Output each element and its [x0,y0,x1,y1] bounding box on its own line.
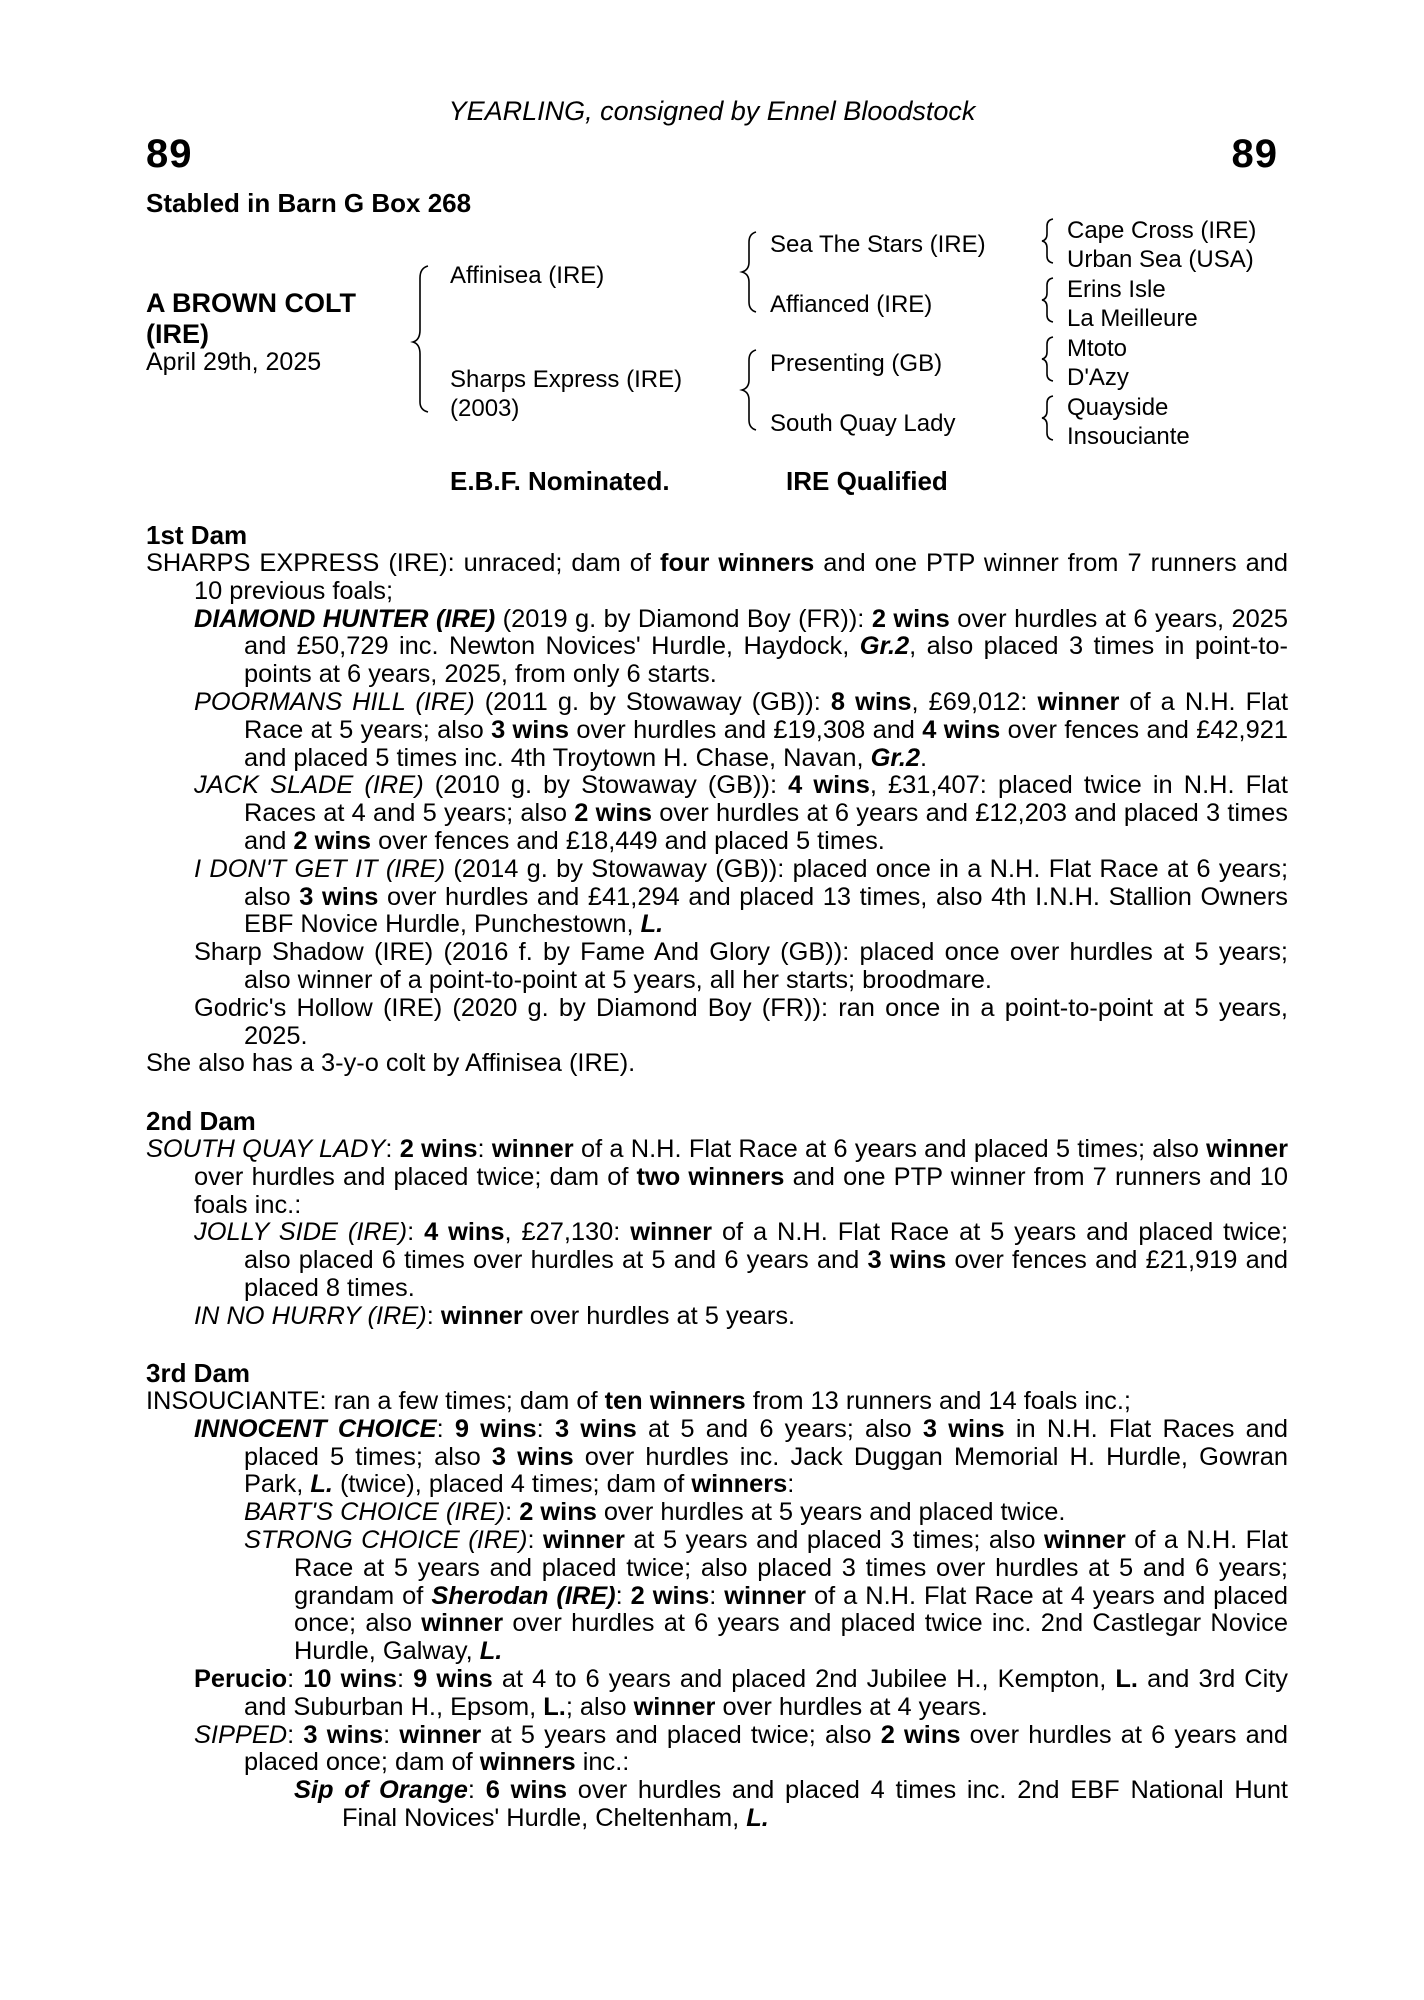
entry-paragraph [146,1303,1288,1331]
text-run: 2 wins [399,1135,478,1163]
ire-qualified: IRE Qualified [786,466,948,496]
text-run: 2 wins [871,604,950,633]
text-run: : [615,1581,631,1610]
stabling-info: Stabled in Barn G Box 268 [146,188,472,218]
text-run: 3 wins [303,1720,384,1749]
text-run: DIAMOND HUNTER (IRE) [194,604,496,633]
text-run: (2011 g. by Stowaway (GB)): [474,687,831,716]
text-run: : [383,1720,400,1749]
brace-gen1 [413,266,428,412]
text-run: over hurdles and £41,294 and placed 13 times, also 4th I.N.H. Stallion Owners EBF Novice Hurdle, Punchestown, [244,882,1288,939]
lot-number-right: 89 [1231,132,1278,176]
text-run: over hurdles at 6 years and placed once; dam of [244,1720,1289,1777]
text-run: INNOCENT CHOICE [194,1414,437,1443]
text-run: : [787,1470,795,1499]
text-run: L. [543,1692,566,1721]
entry-paragraph [146,1416,1288,1499]
pedigree-dam-year: (2003) [450,395,520,422]
text-run: over fences and £21,919 and placed 8 times. [244,1246,1288,1302]
text-run: , also placed 3 times in point-to-points at 6 years, 2025, from only 6 starts. [244,632,1288,689]
text-run: Gr.2 [859,632,910,661]
horse-name-line2: (IRE) [146,319,209,349]
text-run: ; also [565,1692,634,1721]
text-run: at 4 to 6 years and placed 2nd Jubilee H., Kempton, [492,1664,1116,1693]
text-run: over hurdles at 4 years. [715,1692,988,1721]
text-run: Perucio [194,1664,288,1693]
text-run: JOLLY SIDE (IRE) [194,1218,408,1247]
text-run: 2 wins [880,1720,961,1749]
text-run: I DON'T GET IT (IRE) [194,854,446,883]
text-run: 10 wins [303,1664,398,1693]
text-run: 4 wins [922,715,1001,744]
text-run: : [426,1301,441,1330]
text-run: BART'S CHOICE (IRE) [244,1498,506,1527]
text-run: 2 wins [574,799,653,828]
text-run: STRONG CHOICE (IRE) [244,1525,528,1554]
text-run: winner [440,1301,523,1330]
text-run: L. [479,1637,503,1666]
horse-name-line1: A BROWN COLT [146,288,356,318]
text-run: 9 wins [454,1414,537,1443]
pedigree-dam: Sharps Express (IRE) [450,366,683,393]
text-run: 3 wins [867,1246,947,1275]
text-run: winner [491,1135,574,1163]
text-run: , £69,012: [911,687,1038,716]
pedigree-dam-dam: South Quay Lady [770,410,956,437]
text-run: She also has a 3-y-o colt by Affinisea (IRE). [146,1049,636,1078]
text-run: in N.H. Flat Races and placed 5 times; also [244,1414,1289,1471]
text-run: and one PTP winner from 7 runners and 10 previous foals; [194,549,1289,605]
text-run: winner [421,1609,504,1638]
pedigree-gen3-7: Quayside [1067,394,1169,421]
pedigree-sire-sire: Sea The Stars (IRE) [770,231,986,258]
text-run: : [287,1664,304,1693]
text-run: winner [630,1218,713,1247]
section-body-3rd-dam [146,1388,1288,1833]
text-run: two winners [636,1162,785,1191]
text-run: of a N.H. Flat Race at 5 years; also [244,687,1288,744]
section-body-1st-dam [146,550,1288,1078]
section-title-1st-dam: 1st Dam [146,520,248,550]
text-run: Sharp Shadow (IRE) (2016 f. by Fame And Glory (GB)): placed once over hurdles at 5 years; also winner of a point-to-point at 5 years, all her starts; broodmare. [194,938,1288,994]
entry-paragraph [146,1666,1288,1722]
text-run: Sherodan (IRE) [431,1581,616,1610]
text-run: (2014 g. by Stowaway (GB)): placed once in a N.H. Flat Race at 6 years; also [244,854,1289,911]
text-run: over hurdles at 5 years. [522,1301,796,1330]
text-run: 3 wins [922,1414,1005,1443]
text-run: : [436,1414,455,1443]
pedigree-dam-sire: Presenting (GB) [770,350,943,377]
text-run: : [287,1720,304,1749]
entry-paragraph [146,1499,1288,1527]
text-run: winner [1043,1525,1126,1554]
entry-paragraph [146,1050,1288,1078]
entry-paragraph [146,689,1288,772]
text-run: winner [724,1581,807,1610]
text-run: winner [633,1692,716,1721]
text-run: winner [543,1525,625,1554]
text-run: 3 wins [491,1442,574,1471]
brace-gen3-3 [1042,337,1053,381]
entry-paragraph [146,1136,1288,1219]
text-run: 4 wins [788,771,870,800]
text-run: winners [479,1748,576,1777]
text-run: 2 wins [630,1581,710,1610]
entry-paragraph [146,939,1288,995]
text-run: POORMANS HILL (IRE) [194,687,475,716]
text-run: Sip of Orange [294,1776,468,1805]
text-run: (2010 g. by Stowaway (GB)): [423,771,789,800]
text-run: 4 wins [424,1218,505,1247]
text-run: 3 wins [491,715,569,744]
text-run: over hurdles and placed 4 times inc. 2nd EBF National Hunt Final Novices' Hurdle, Cheltenham, [342,1776,1288,1832]
text-run: , £31,407: placed twice in N.H. Flat Races at 4 and 5 years; also [244,771,1288,828]
text-run: winner [1206,1135,1288,1163]
text-run: 3 wins [554,1414,637,1443]
text-run: : [467,1776,486,1805]
text-run: 2 wins [519,1498,597,1527]
text-run: inc.: [575,1748,630,1777]
text-run: JACK SLADE (IRE) [194,771,424,800]
text-run: 3 wins [299,882,379,911]
text-run: of a N.H. Flat Race at 5 years and placed twice; also placed 3 times over hurdles at 5 and 6 years; grandam of [294,1525,1288,1610]
text-run: from 13 runners and 14 foals inc.; [745,1387,1131,1415]
text-run: 8 wins [830,687,912,716]
pedigree-gen3-5: Mtoto [1067,335,1128,362]
pedigree-gen3-4: La Meilleure [1067,305,1198,332]
text-run: : [477,1135,492,1163]
text-run: Godric's Hollow (IRE) (2020 g. by Diamond Boy (FR)): ran once in a point-to-point at 5 years, 2025. [194,993,1288,1050]
pedigree-gen3-2: Urban Sea (USA) [1067,246,1254,273]
brace-gen2-dam [742,350,756,430]
pedigree-sire-dam: Affianced (IRE) [770,291,933,318]
entry-paragraph [146,856,1288,939]
entry-paragraph [146,1219,1288,1302]
text-run: ten winners [604,1387,746,1415]
text-run: L. [1115,1664,1138,1693]
text-run: . [920,743,928,772]
text-run: over fences and £18,449 and placed 5 times. [371,826,885,855]
brace-gen3-4 [1042,396,1053,440]
text-run: four winners [659,549,815,577]
text-run: over hurdles inc. Jack Duggan Memorial H. Hurdle, Gowran Park, [244,1442,1288,1499]
entry-paragraph [146,995,1288,1051]
entry-paragraph [146,1527,1288,1666]
text-run: SIPPED [194,1720,288,1749]
text-run: winner [399,1720,482,1749]
text-run: : [397,1664,414,1693]
pedigree-sire: Affinisea (IRE) [450,262,605,289]
text-run: over hurdles at 5 years and placed twice. [596,1498,1066,1527]
text-run: over hurdles at 6 years, 2025 and £50,729 inc. Newton Novices' Hurdle, Haydock, [244,604,1289,661]
text-run: L. [640,910,664,939]
brace-gen2-sire [742,232,756,312]
text-run: : [505,1498,520,1527]
text-run: Gr.2 [870,743,921,772]
text-run: IN NO HURRY (IRE) [194,1301,427,1330]
foaling-date: April 29th, 2025 [146,348,322,376]
text-run: of a N.H. Flat Race at 6 years and placed 5 times; also [573,1135,1207,1163]
text-run: at 5 and 6 years; also [636,1414,923,1443]
lot-number-left: 89 [146,132,193,176]
text-run: (twice), placed 4 times; dam of [332,1470,692,1499]
brace-gen3-2 [1042,278,1053,322]
ebf-nominated: E.B.F. Nominated. [450,466,670,496]
text-run: winner [1037,687,1120,716]
text-run: winners [691,1470,788,1499]
text-run: 6 wins [485,1776,567,1805]
pedigree-gen3-1: Cape Cross (IRE) [1067,217,1257,244]
consignor-line: YEARLING, consigned by Ennel Bloodstock [448,96,976,126]
text-run: SOUTH QUAY LADY [146,1135,386,1163]
text-run: over hurdles and £19,308 and [568,715,923,744]
entry-paragraph [146,1777,1288,1833]
text-run: and one PTP winner from 7 runners and 10 foals inc.: [194,1162,1289,1219]
pedigree-gen3-3: Erins Isle [1067,276,1166,303]
text-run: INSOUCIANTE: ran a few times; dam of [146,1387,605,1415]
entry-paragraph [146,1388,1288,1416]
text-run: SHARPS EXPRESS (IRE): unraced; dam of [146,549,660,577]
text-run: 9 wins [413,1664,493,1693]
brace-gen3-1 [1042,219,1053,263]
text-run: (2019 g. by Diamond Boy (FR)): [495,604,872,633]
text-run: of a N.H. Flat Race at 5 years and placed twice; also placed 6 times over hurdles at 5 and 6 years and [244,1218,1289,1275]
text-run: : [407,1218,425,1247]
pedigree-gen3-6: D'Azy [1067,364,1129,391]
text-run: : [385,1135,400,1163]
text-run: : [709,1581,725,1610]
text-run: over hurdles and placed twice; dam of [194,1162,637,1191]
text-run: 2 wins [293,826,372,855]
entry-paragraph [146,1722,1288,1778]
entry-paragraph [146,606,1288,689]
text-run: L. [310,1470,333,1499]
text-run: : [527,1525,544,1554]
text-run: L. [746,1803,769,1832]
text-run: : [536,1414,555,1443]
section-title-2nd-dam: 2nd Dam [146,1106,256,1136]
text-run: , £27,130: [504,1218,631,1247]
text-run: of a N.H. Flat Race at 4 years and placed once; also [294,1581,1289,1638]
text-run: over hurdles at 6 years and £12,203 and placed 3 times and [244,799,1288,855]
entry-paragraph [146,772,1288,855]
text-run: over fences and £42,921 and placed 5 times inc. 4th Troytown H. Chase, Navan, [244,715,1288,772]
section-body-2nd-dam [146,1136,1288,1331]
text-run: and 3rd City and Suburban H., Epsom, [244,1664,1288,1721]
entry-paragraph [146,550,1288,606]
text-run: over hurdles at 6 years and placed twice inc. 2nd Castlegar Novice Hurdle, Galway, [294,1609,1288,1666]
text-run: at 5 years and placed 3 times; also [624,1525,1044,1554]
text-run: at 5 years and placed twice; also [481,1720,881,1749]
section-title-3rd-dam: 3rd Dam [146,1358,251,1388]
pedigree-gen3-8: Insouciante [1067,423,1190,450]
